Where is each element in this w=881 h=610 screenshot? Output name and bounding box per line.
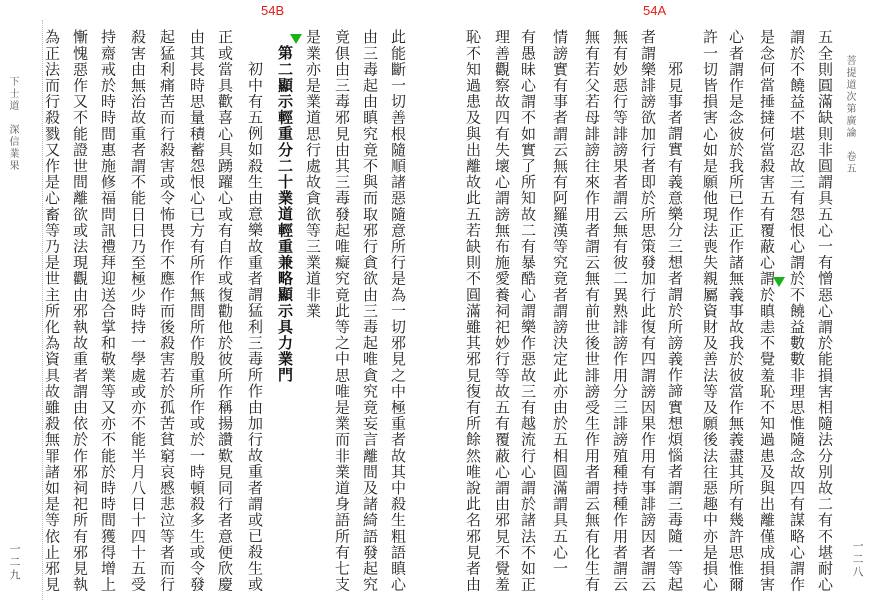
text-column: 情謗實有事者謂云無有阿羅漢等究竟者謂謗決定此亦由於五相圓滿謂具五心一	[551, 29, 569, 577]
margin-book-title: 菩提道次第廣論 卷五	[844, 55, 855, 175]
text-column: 無有妙惡行等誹謗果者謂云無有彼二異熟誹謗作用分三誹謗殖種持種作用者謂云	[611, 29, 629, 593]
text-column: 心者謂作是念彼於我所已作正作諸無義事故我於彼當作無義盡其所有幾許思惟爾	[727, 29, 745, 593]
text-column: 持齋戒於時時間惠施修福問訊禮拜迎送合掌和敬業等又亦不能於時時間獲得增上	[99, 29, 117, 593]
text-column: 由其長時思量積蓄怨恨心已方有所作無間所作殷重所作或於一時頓殺多生或令發	[188, 29, 206, 593]
text-column: 無有若父若母誹謗往來作用者謂云無有前世後世誹謗受生作用者謂云無有化生有	[583, 29, 601, 593]
page-number: 一二八	[851, 540, 864, 579]
text-column: 此能斷一切善根隨順諸惡隨意所行是為一切邪見之中極重者故其中殺生粗語瞋心	[389, 29, 407, 593]
text-column: 五全則圓滿缺則非圓謂具五心一有憎惡心謂於能損害相隨法分別故二有不堪耐心	[816, 29, 834, 593]
page-label-54b: 54B	[261, 3, 285, 18]
text-column: 起猛利痛苦而行殺害或令怖畏作不應作而後殺害若於孤苦貧窮哀慼悲泣等者而行	[158, 29, 176, 593]
text-column: 正或當具歡喜心具踴躍心或有自作或復勸他於彼所作稱揚讚歎見同行者意便欣慶	[216, 29, 234, 593]
text-column: 為正法而行殺戮又作是心畜等乃是世主所化為資具故雖殺無罪諸如是等依止邪見	[43, 29, 61, 593]
text-column: 初中有五例如殺生由意樂故重者謂猛利三毒所作由加行故重者謂或已殺生或	[246, 61, 264, 593]
page-label-54a: 54A	[643, 3, 667, 18]
text-column: 謂於不饒益不堪忍故三有怨恨心謂於不饒益數數非理思惟隨念故四有謀略心謂作	[788, 29, 806, 593]
text-column: 殺害由無治故重者謂不能日日乃至極少時持一學處或亦不能半月八日十四十五受	[129, 29, 147, 593]
text-column: 竟俱由三毒邪見由其三毒發起唯癡究竟此等之中思唯是業而非業道身語所有七支	[333, 29, 351, 593]
margin-chapter-title: 下士道 深信業果	[7, 76, 18, 172]
bookmark-marker-icon[interactable]	[773, 277, 785, 287]
text-column: 是業亦是業道思行處故貪欲等三業道非業	[304, 29, 322, 319]
text-column: 者謂樂誹謗欲加行者即於所思策發加行此復有四謂謗因果作用有事誹謗因者謂云	[639, 29, 657, 593]
text-column: 恥不知過患及與出離故此五若缺則不圓滿雖其邪見復有所餘然唯說此名邪見者由	[464, 29, 482, 593]
page-number: 一二九	[8, 543, 21, 582]
text-column: 由三毒起由瞋究竟不與而取邪行貪欲由三毒起唯貪究竟妄言離間及諸綺語發起究	[361, 29, 379, 593]
bookmark-marker-icon[interactable]	[290, 34, 302, 44]
text-column: 理善觀察故四有失壞心謂謗無布施愛養祠祀妙行等故五有覆蔽心謂由邪見不覺羞	[493, 29, 511, 593]
text-column: 邪見事者謂實有義意樂分三想者謂於所謗義作諦實想煩惱者謂三毒隨一等起	[666, 61, 684, 593]
text-column: 慚愧惡作又不能證世間離欲或法現觀由邪執故重者謂由依於作邪祠祀所有邪見執	[71, 29, 89, 593]
text-column: 有愚昧心謂不如實了所知故二有暴酷心謂樂作惡故三有越流行心謂於諸法不如正	[519, 29, 537, 593]
text-column: 是念何當捶撻何當殺害五有覆蔽心謂於瞋恚不覺羞恥不知過患及與出離僅成損害	[758, 29, 776, 593]
section-heading: 第二顯示輕重分二十業道輕重兼略顯示具力業門	[276, 45, 294, 384]
text-column: 許一切皆損害心如是願他現法喪失親屬資財及善法等及願後法往惡趣中亦是損心	[701, 29, 719, 593]
